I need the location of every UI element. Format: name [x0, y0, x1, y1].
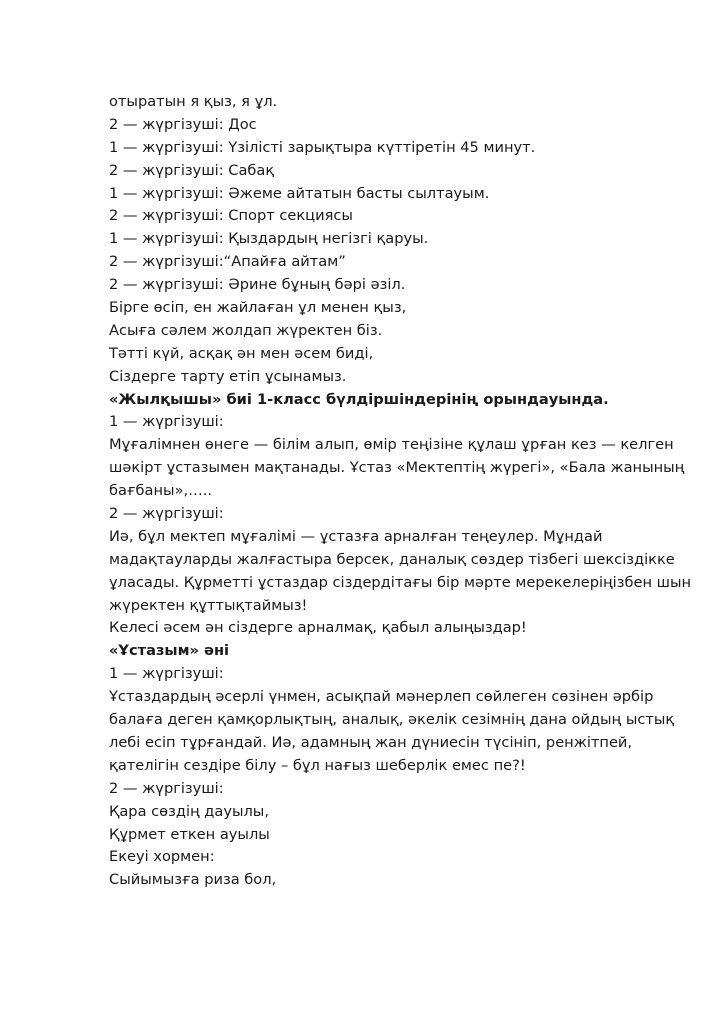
document-text-line: отыратын я қыз, я ұл.	[109, 93, 278, 110]
document-text-line: Қара сөздің дауылы,	[109, 802, 269, 820]
document-text-line: 2 — жүргізуші:	[109, 505, 224, 523]
document-text-line: ұласады. Құрметті ұстаздар сіздердітағы бір мәрте мерекелеріңізбен шын	[109, 573, 692, 591]
document-text-line: Иә, бұл мектеп мұғалімі — ұстазға арналған теңеулер. Мұндай	[109, 527, 603, 545]
document-text-line: жүректен құттықтаймыз!	[109, 596, 308, 614]
document-text-line: Келесі әсем ән сіздерге арналмақ, қабыл алыңыздар!	[109, 619, 527, 637]
document-text-line: 1 — жүргізуші: Үзілісті зарықтыра күттіретін 45 минут.	[109, 138, 536, 156]
document-text-line: 2 — жүргізуші: Дос	[109, 115, 257, 133]
document-text-line: балаға деген қамқорлықтың, аналық, әкелік сезімнің дана ойдың ыстық	[109, 711, 675, 729]
document-text-line: бағбаны»,…..	[109, 482, 213, 500]
document-body	[109, 91, 692, 892]
document-text-line: шәкірт ұстазымен мақтанады. Ұстаз «Мектептің жүрегі», «Бала жанының	[109, 459, 685, 477]
document-text-line: 2 — жүргізуші: Спорт секциясы	[109, 207, 353, 225]
document-text-line: 1 — жүргізуші: Әжеме айтатын басты сылтауым.	[109, 184, 490, 202]
document-text-line: Сіздерге тарту етіп ұсынамыз.	[109, 367, 347, 385]
document-heading-line: «Ұстазым» әні	[109, 642, 230, 660]
document-text-line: қателігін сездіре білу – бұл нағыз шеберлік емес пе?!	[109, 756, 526, 774]
document-text-line: Екеуі хормен:	[109, 848, 215, 866]
document-text-line: 1 — жүргізуші:	[109, 413, 224, 431]
document-text-line: мадақтауларды жалғастыра берсек, даналық сөздер тізбегі шексіздікке	[109, 550, 675, 568]
document-text-line: 2 — жүргізуші:	[109, 779, 224, 797]
document-text-line: Асыға сәлем жолдап жүректен біз.	[109, 321, 383, 339]
document-text-line: Мұғалімнен өнеге — білім алып, өмір теңізіне құлаш ұрған кез — келген	[109, 436, 674, 454]
document-text-line: Бірге өсіп, ен жайлаған ұл менен қыз,	[109, 299, 407, 317]
document-heading-line: «Жылқышы» биі 1-класс бүлдіршіндерінің орындауында.	[109, 390, 609, 408]
document-text-line: лебі есіп тұрғандай. Иә, адамның жан дүниесін түсініп, ренжітпей,	[109, 733, 633, 751]
document-text-line: 1 — жүргізуші: Қыздардың негізгі қаруы.	[109, 230, 429, 248]
document-text-line: Ұстаздардың әсерлі үнмен, асықпай мәнерлеп сөйлеген сөзінен әрбір	[109, 688, 654, 706]
document-text-line: Тәтті күй, асқақ ән мен әсем биді,	[109, 344, 374, 362]
document-text-line: Құрмет еткен ауылы	[109, 825, 270, 843]
document-text-line: 2 — жүргізуші: Әрине бұның бәрі әзіл.	[109, 276, 406, 294]
document-text-line: 2 — жүргізуші: Сабақ	[109, 161, 275, 179]
document-text-line: Сыйымызға риза бол,	[109, 871, 277, 889]
document-text-line: 2 — жүргізуші:“Апайға айтам”	[109, 253, 346, 271]
document-text-line: 1 — жүргізуші:	[109, 665, 224, 683]
